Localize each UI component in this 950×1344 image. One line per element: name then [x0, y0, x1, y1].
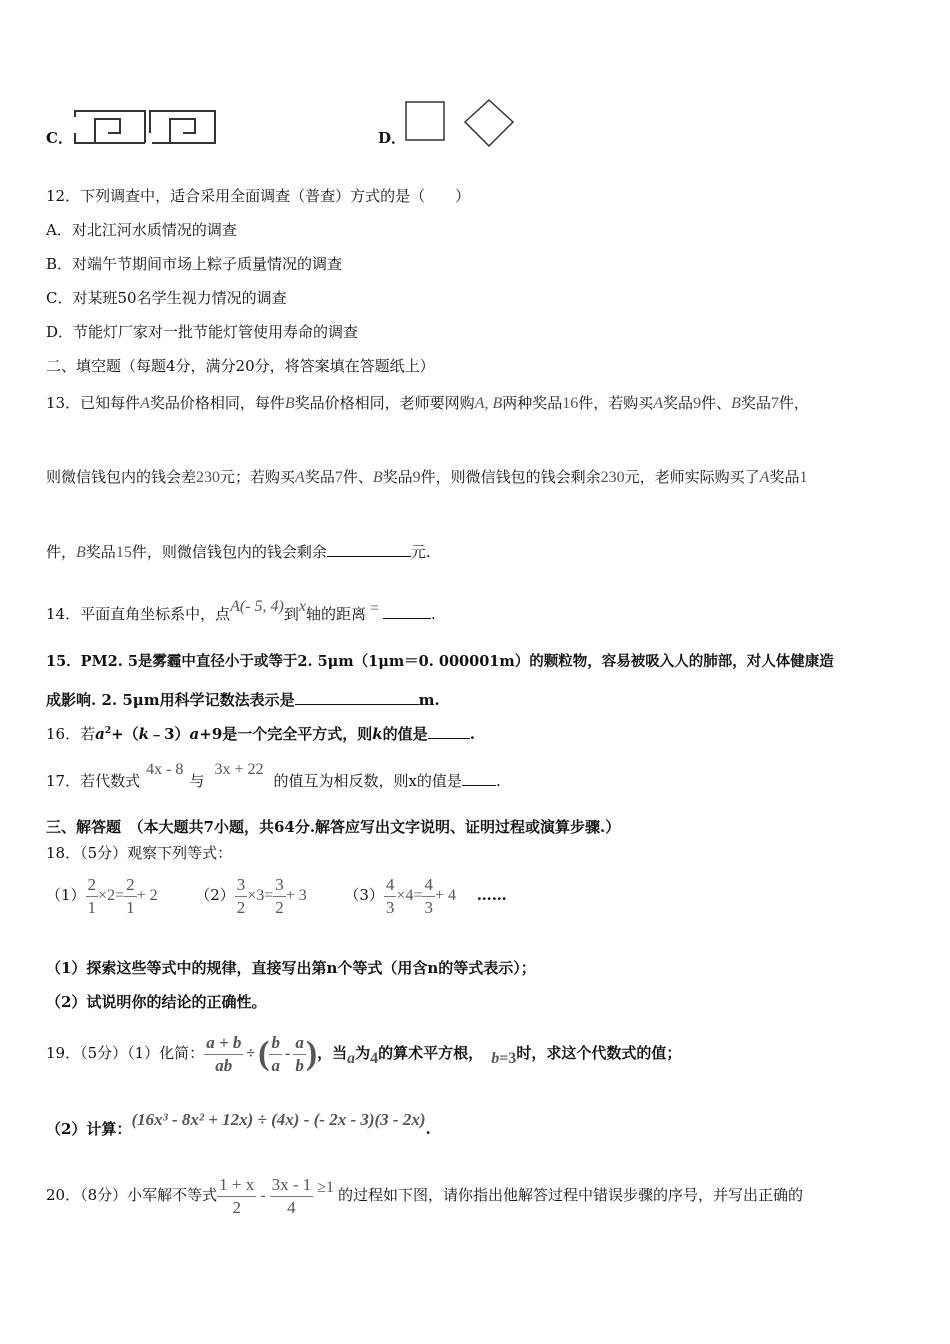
- q13-line2: 则微信钱包内的钱会差230元；若购买A奖品7件、B奖品9件，则微信钱包的钱会剩余230元，老师实际购买了A奖品1: [46, 468, 808, 486]
- q18-equations: （1） $\frac{2}{1}$ ×2= $\frac{2}{1}$ + 2 （2） $\frac{3}{2}$ ×3= $\frac{3}{2}$ + 3 （3） $\frac{4}{3}$ ×4= $\frac{4}{3}$ + 4 ……: [46, 874, 507, 917]
- section-3-heading: 三、解答题 （本大题共7小题，共64分.解答应写出文字说明、证明过程或演算步骤.）: [46, 818, 621, 836]
- q18-eq-1: （1） $\frac{2}{1}$ ×2= $\frac{2}{1}$ + 2: [46, 874, 158, 917]
- q18-eq-3: （3） $\frac{4}{3}$ ×4= $\frac{4}{3}$ + 4: [344, 874, 456, 917]
- option-d-label: D．: [378, 129, 407, 147]
- option-c-label: C．: [46, 129, 73, 147]
- q18-stem: 18．（5分）观察下列等式：: [46, 844, 233, 862]
- q15-line1: 15．PM2. 5是雾霾中直径小于或等于2. 5μm（1μm＝0. 000001m）的颗粒物，容易被吸入人的肺部，对人体健康造: [46, 653, 834, 670]
- q16-line: 16．若$a^2+(k﹣3)a+9$是一个完全平方式，则k的值是 .: [46, 725, 475, 743]
- q19-part1: 19．（5分）（1）化简： $\frac{a + b}{ab}$ ÷( $\frac{b}{a}$ - $\frac{a}{b}$ )，当a为4的算术平方根， b=3时，求这个代数式的值；: [46, 1032, 682, 1075]
- q13-line1: 13．已知每件A奖品价格相同，每件B奖品价格相同，老师要网购A, B两种奖品16件，若购买A奖品9件、B奖品7件，: [46, 394, 809, 412]
- q12-option-d: D．节能灯厂家对一批节能灯管使用寿命的调查: [46, 323, 359, 341]
- q14-line: 14．平面直角坐标系中，点A(- 5, 4)到x轴的距离 = .: [46, 598, 436, 623]
- option-c-figure: [70, 103, 225, 151]
- frame-2-spiral: [170, 119, 195, 143]
- q17-answer-blank[interactable]: [462, 785, 496, 786]
- section-2-heading: 二、填空题（每题4分，满分20分，将答案填在答题纸上）: [46, 357, 435, 375]
- q20-line: 20．（8分）小军解不等式 $\frac{1 + x}{2}$ - $\frac{3x - 1}{4}$ ≥1 的过程如下图，请你指出他解答过程中错误步骤的序号，并写出正确的: [46, 1174, 804, 1217]
- q13-answer-blank[interactable]: [327, 556, 411, 557]
- q19-part2: （2）计算：(16x³ - 8x² + 12x) ÷ (4x) - (- 2x - 3)(3 - 2x).: [46, 1110, 431, 1138]
- q18-part1: （1）探索这些等式中的规律，直接写出第n个等式（用含n的等式表示）；: [46, 959, 536, 977]
- q14-answer-blank[interactable]: [383, 618, 431, 619]
- frame-1-outer: [75, 111, 145, 143]
- q12-option-c: C．对某班50名学生视力情况的调查: [46, 289, 287, 307]
- q16-answer-blank[interactable]: [428, 738, 470, 739]
- square-shape: [406, 102, 444, 140]
- q13-line3: 件，B奖品15件，则微信钱包内的钱会剩余 元.: [46, 543, 431, 561]
- q12-stem: 12．下列调查中，适合采用全面调查（普查）方式的是（ ）: [46, 187, 471, 205]
- q18-part2: （2）试说明你的结论的正确性。: [46, 993, 267, 1011]
- q12-option-b: B．对端午节期间市场上粽子质量情况的调查: [46, 255, 343, 273]
- q12-option-a: A．对北江河水质情况的调查: [46, 221, 237, 239]
- diamond-shape: [465, 100, 513, 146]
- q15-line2: 成影响. 2. 5μm用科学记数法表示是 m.: [46, 691, 440, 709]
- q19-expression: (16x³ - 8x² + 12x) ÷ (4x) - (- 2x - 3)(3 - 2x): [131, 1110, 426, 1129]
- q15-answer-blank[interactable]: [295, 704, 419, 705]
- q18-eq-2: （2） $\frac{3}{2}$ ×3= $\frac{3}{2}$ + 3: [195, 874, 307, 917]
- option-d-figure: [402, 98, 520, 150]
- frame-1-spiral: [95, 119, 120, 143]
- frame-2-outer: [150, 111, 215, 143]
- q17-line: 17．若代数式4x - 8与3x + 22的值互为相反数，则x的值是 .: [46, 761, 501, 790]
